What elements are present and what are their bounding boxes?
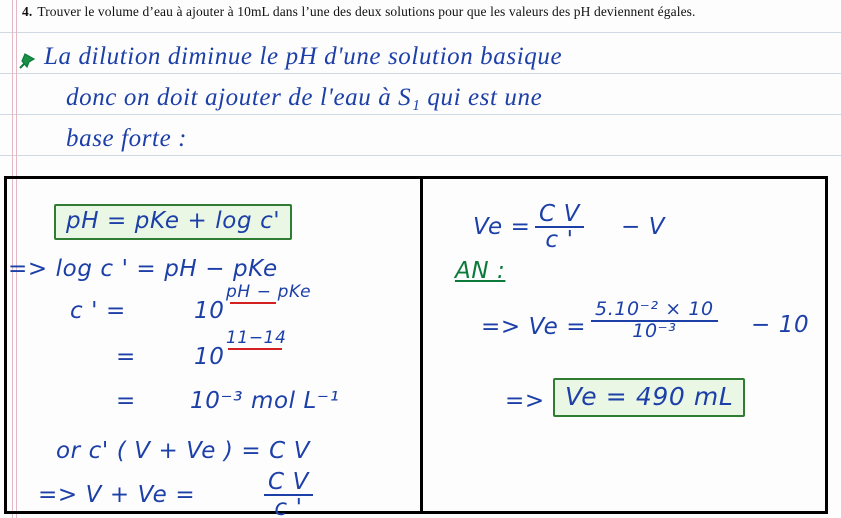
- log-c-step: => log c ' = pH − pKe: [8, 256, 278, 282]
- ve-minus-v: − V: [621, 214, 666, 240]
- ve-fraction-numerator: C V: [539, 201, 580, 227]
- c-prime-exponent-2: 11−14: [226, 328, 287, 348]
- c-prime-power-2: 10: [194, 344, 225, 370]
- c-prime-value: 10⁻³ mol L⁻¹: [190, 388, 340, 414]
- an-fraction: [591, 298, 718, 344]
- question-text: [22, 4, 833, 20]
- an-fraction-numerator: 5.10⁻² × 10: [595, 298, 714, 320]
- ve-fraction-denominator: c ': [535, 226, 584, 252]
- pushpin-icon: [16, 50, 38, 72]
- intro-handwriting: [44, 36, 834, 159]
- c-prime-power: 10: [194, 298, 225, 324]
- right-column: [423, 176, 828, 514]
- result-prefix: =>: [505, 388, 545, 414]
- c-prime-exponent: pH − pKe: [226, 282, 312, 302]
- intro-line-3: base forte :: [66, 125, 188, 152]
- an-minus-ten: − 10: [751, 312, 810, 338]
- red-underline-1: [230, 302, 276, 304]
- red-underline-2: [228, 348, 282, 350]
- final-result-box: Ve = 490 mL: [553, 378, 745, 417]
- an-prefix: => Ve =: [481, 314, 587, 340]
- an-fraction-denominator: 10⁻³: [591, 320, 718, 342]
- left-column: [4, 176, 422, 518]
- dilution-relation: or c' ( V + Ve ) = C V: [56, 438, 311, 464]
- question-body: Trouver le volume d’eau à ajouter à 10mL dans l’une des deux solutions pour que les valeurs des pH deviennent égales.: [37, 4, 696, 19]
- ve-fraction: [535, 201, 584, 254]
- fraction-denominator: c ': [264, 494, 313, 518]
- volume-relation-fraction: [264, 469, 313, 518]
- volume-relation-prefix: => V + Ve =: [38, 482, 196, 508]
- c-prime-label-3: =: [116, 388, 136, 414]
- fraction-numerator: C V: [268, 469, 309, 495]
- question-number: 4.: [22, 4, 33, 19]
- rule-line: [0, 32, 841, 33]
- intro-line-2: donc on doit ajouter de l'eau à S₁ qui est une: [66, 84, 543, 111]
- c-prime-label-2: =: [116, 344, 136, 370]
- an-label: AN :: [455, 258, 506, 284]
- c-prime-label: c ' =: [70, 298, 126, 324]
- intro-line-1: La dilution diminue le pH d'une solution basique: [44, 43, 563, 70]
- ve-label: Ve =: [473, 214, 531, 240]
- ph-formula-box: pH = pKe + log c': [54, 204, 292, 240]
